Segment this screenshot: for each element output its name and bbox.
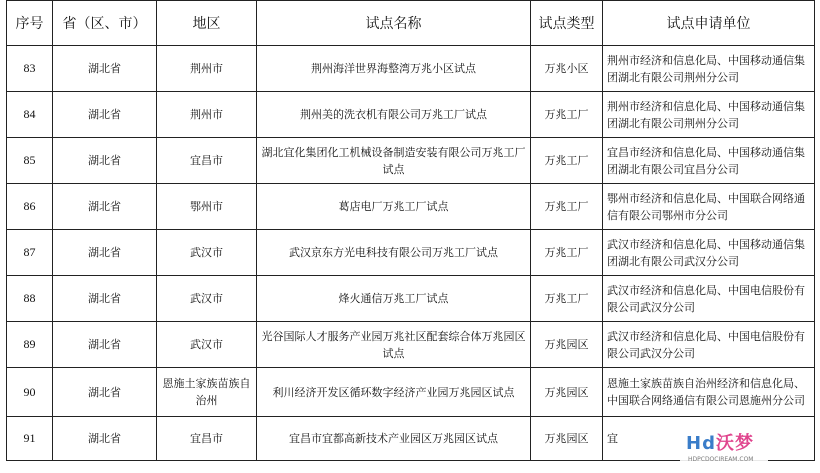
cell-region: 恩施土家族苗族自治州	[157, 368, 257, 417]
header-type: 试点类型	[531, 1, 603, 46]
table-row	[7, 230, 815, 276]
cell-name: 荆州海洋世界海整湾万兆小区试点	[257, 46, 531, 92]
cell-unit: 宜	[603, 417, 815, 461]
cell-unit: 武汉市经济和信息化局、中国电信股份有限公司武汉分公司	[603, 322, 815, 368]
cell-unit: 恩施土家族苗族自治州经济和信息化局、中国联合网络通信有限公司恩施州分公司	[603, 368, 815, 417]
watermark-brand-b: 沃梦	[715, 433, 754, 454]
cell-name: 利川经济开发区循环数字经济产业园万兆园区试点	[257, 368, 531, 417]
cell-unit: 鄂州市经济和信息化局、中国联合网络通信有限公司鄂州市分公司	[603, 184, 815, 230]
table-row	[7, 184, 815, 230]
table-row	[7, 368, 815, 417]
pilot-table	[6, 0, 815, 461]
header-row	[7, 1, 815, 46]
cell-unit: 武汉市经济和信息化局、中国移动通信集团湖北有限公司武汉分公司	[603, 230, 815, 276]
cell-type: 万兆工厂	[531, 138, 603, 184]
header-unit: 试点申请单位	[603, 1, 815, 46]
cell-no: 90	[7, 368, 53, 417]
cell-name: 武汉京东方光电科技有限公司万兆工厂试点	[257, 230, 531, 276]
table-row	[7, 322, 815, 368]
cell-province: 湖北省	[53, 92, 157, 138]
cell-type: 万兆工厂	[531, 92, 603, 138]
cell-no: 91	[7, 417, 53, 461]
cell-unit: 武汉市经济和信息化局、中国电信股份有限公司武汉分公司	[603, 276, 815, 322]
cell-name: 光谷国际人才服务产业园万兆社区配套综合体万兆园区试点	[257, 322, 531, 368]
cell-region: 荆州市	[157, 46, 257, 92]
cell-no: 85	[7, 138, 53, 184]
cell-name: 宜昌市宜都高新技术产业园区万兆园区试点	[257, 417, 531, 461]
cell-type: 万兆园区	[531, 417, 603, 461]
cell-no: 87	[7, 230, 53, 276]
table-row	[7, 46, 815, 92]
cell-name: 荆州美的洗衣机有限公司万兆工厂试点	[257, 92, 531, 138]
cell-type: 万兆园区	[531, 368, 603, 417]
cell-type: 万兆工厂	[531, 230, 603, 276]
cell-unit: 宜昌市经济和信息化局、中国移动通信集团湖北有限公司宜昌分公司	[603, 138, 815, 184]
cell-province: 湖北省	[53, 46, 157, 92]
header-province: 省（区、市）	[53, 1, 157, 46]
table-row	[7, 138, 815, 184]
header-region: 地区	[157, 1, 257, 46]
cell-region: 武汉市	[157, 322, 257, 368]
cell-region: 宜昌市	[157, 138, 257, 184]
table-row	[7, 276, 815, 322]
cell-no: 84	[7, 92, 53, 138]
cell-unit: 荆州市经济和信息化局、中国移动通信集团湖北有限公司荆州分公司	[603, 92, 815, 138]
watermark-logo	[680, 429, 768, 469]
table-row	[7, 92, 815, 138]
cell-no: 86	[7, 184, 53, 230]
cell-region: 荆州市	[157, 92, 257, 138]
cell-type: 万兆园区	[531, 322, 603, 368]
cell-province: 湖北省	[53, 322, 157, 368]
cell-name: 葛店电厂万兆工厂试点	[257, 184, 531, 230]
header-no: 序号	[7, 1, 53, 46]
header-name: 试点名称	[257, 1, 531, 46]
cell-province: 湖北省	[53, 276, 157, 322]
cell-province: 湖北省	[53, 417, 157, 461]
cell-province: 湖北省	[53, 138, 157, 184]
cell-province: 湖北省	[53, 368, 157, 417]
cell-type: 万兆工厂	[531, 276, 603, 322]
cell-region: 鄂州市	[157, 184, 257, 230]
cell-no: 88	[7, 276, 53, 322]
watermark-url: HDPCDOCIREAM.COM	[688, 456, 754, 463]
cell-type: 万兆工厂	[531, 184, 603, 230]
cell-name: 湖北宜化集团化工机械设备制造安装有限公司万兆工厂试点	[257, 138, 531, 184]
cell-region: 武汉市	[157, 276, 257, 322]
watermark-brand-a: Hd	[686, 433, 716, 454]
cell-name: 烽火通信万兆工厂试点	[257, 276, 531, 322]
cell-unit: 荆州市经济和信息化局、中国移动通信集团湖北有限公司荆州分公司	[603, 46, 815, 92]
cell-province: 湖北省	[53, 184, 157, 230]
cell-no: 83	[7, 46, 53, 92]
cell-no: 89	[7, 322, 53, 368]
cell-type: 万兆小区	[531, 46, 603, 92]
cell-region: 武汉市	[157, 230, 257, 276]
cell-region: 宜昌市	[157, 417, 257, 461]
cell-province: 湖北省	[53, 230, 157, 276]
